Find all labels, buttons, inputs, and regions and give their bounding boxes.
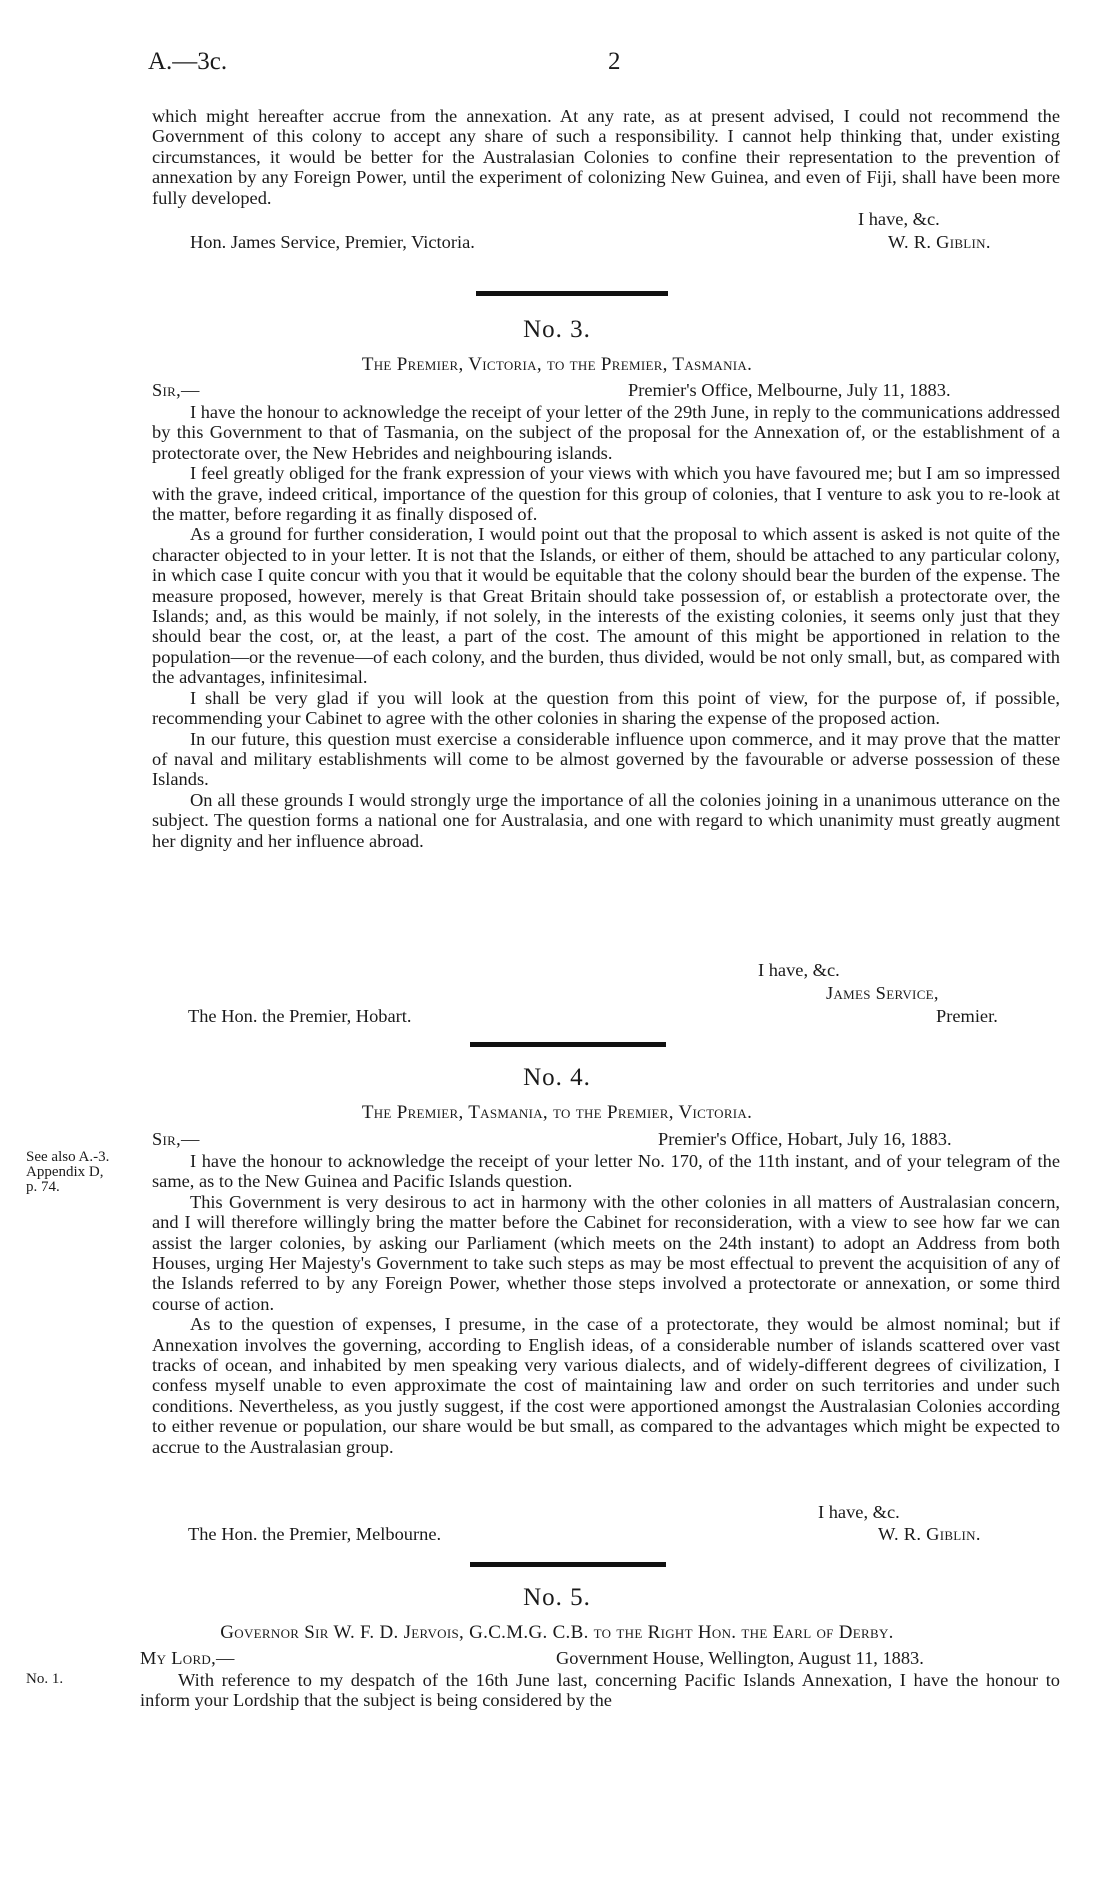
no3-paragraph-1: I have the honour to acknowledge the receipt of your letter of the 29th June, in reply to the communications addressed by this Government to that of Tasmania, on the subject of the proposal for the Annexation of, or the establishment of a protectorate over, the New Hebrides and neighbouring islands. (152, 402, 1060, 463)
no3-salutation: Sir,— (152, 380, 200, 400)
no3-paragraph-3: As a ground for further consideration, I would point out that the proposal to which assent is asked is not quite of the character objected to in your letter. It is not that the Islands, or either of them, should be attached to any particular colony, in which case I quite concur with you that it would be equitable that the colony should bear the burden of the expense. The measure proposed, however, merely is that Great Britain should take possession of, or establish a protectorate over, the Islands; and, as this would be mainly, if not solely, in the interests of the existing colonies, it seems only just that they should bear the cost, or, at the least, a part of the cost. The amount of this might be apportioned in relation to the population—or the revenue—of each colony, and the burden, thus divided, would be not only small, but, as compared with the advantages, infinitesimal. (152, 524, 1060, 688)
no4-addressee: The Hon. the Premier, Melbourne. (188, 1524, 442, 1544)
no5-heading: No. 5. (523, 1584, 591, 1611)
no4-paragraph-2: This Government is very desirous to act in harmony with the other colonies in all matters of Australasian concern, and I will therefore willingly bring the matter before the Cabinet for reconsideration, with a view to see how far we can assist the larger colonies, by asking our Parliament (which meets on the 24th instant) to adopt an Address from both Houses, urging Her Majesty's Government to take such steps as may be most effectual to prevent the acquisition of any of the Islands referred to by any Foreign Power, whether those steps involved a protectorate or annexation, or some third course of action. (152, 1191, 1060, 1314)
no5-place-date: Government House, Wellington, August 11, 1883. (556, 1648, 924, 1668)
no3-paragraph-4: I shall be very glad if you will look at the question from this point of view, for the purpose of, if possible, recommending your Cabinet to agree with the other colonies in sharing the expense of the proposed action. (152, 687, 1060, 729)
no3-title: The Premier, Victoria, to the Premier, Tasmania. (361, 354, 753, 375)
intro-paragraph: which might hereafter accrue from the annexation. At any rate, as at present advised, I could not recommend the Government of this colony to accept any share of such a responsibility. I cannot help thinking that, under existing circumstances, it would be better for the Australasian Colonies to confine their representation to the prevention of annexation by any Foreign Power, until the experiment of colonizing New Guinea, and even of Fiji, shall have been more fully developed. (152, 106, 1060, 208)
no4-paragraph-1: I have the honour to acknowledge the receipt of your letter No. 170, of the 11th instant, and of your telegram of the same, as to the New Guinea and Pacific Islands question. (152, 1151, 1060, 1192)
no5-salutation: My Lord,— (140, 1648, 235, 1668)
no4-paragraph-3: As to the question of expenses, I presume, in the case of a protectorate, they would be almost nominal; but if Annexation involves the governing, according to English ideas, of a considerable number of islands scattered over vast tracks of ocean, and inhabited by men speaking very various dialects, and of widely-different degrees of civilization, I confess myself unable to even approximate the cost of maintaining law and order on such territories and under such conditions. Nevertheless, as you justly suggest, if the cost were apportioned amongst the Australasian Colonies according to either revenue or population, our share would be but small, as compared to the advantages which might be expected to accrue to the Australasian group. (152, 1314, 1060, 1457)
no3-place-date: Premier's Office, Melbourne, July 11, 1883. (628, 380, 951, 400)
no4-closing: I have, &c. (818, 1502, 900, 1522)
no4-heading: No. 4. (523, 1064, 591, 1091)
no4-salutation: Sir,— (152, 1129, 200, 1149)
no3-paragraph-2: I feel greatly obliged for the frank expression of your views with which you have favoured me; but I am so impressed with the grave, indeed critical, importance of the question for this group of colonies, that I venture to ask you to re-look at the matter, before regarding it as finally disposed of. (152, 463, 1060, 525)
no3-paragraph-5: In our future, this question must exercise a considerable influence upon commerce, and it may prove that the matter of naval and military establishments will come to be almost governed by the favourable or adverse possession of these Islands. (152, 728, 1060, 790)
no5-margin-note: No. 1. (26, 1671, 64, 1687)
no3-signature: James Service, (826, 983, 939, 1003)
no3-addressee: The Hon. the Premier, Hobart. (188, 1006, 412, 1026)
no4-signature: W. R. Giblin. (878, 1524, 981, 1544)
no3-body (152, 402, 1060, 851)
no4-title: The Premier, Tasmania, to the Premier, Victoria. (361, 1102, 753, 1123)
intro-closing: I have, &c. (858, 209, 940, 229)
no3-heading: No. 3. (523, 316, 591, 343)
intro-signature: W. R. Giblin. (888, 232, 991, 252)
section-divider (470, 1562, 666, 1567)
section-divider (476, 291, 668, 296)
no3-paragraph-6: On all these grounds I would strongly urge the importance of all the colonies joining in a unanimous utterance on the subject. The question forms a national one for Australasia, and one with regard to which unanimity must greatly augment her dignity and her influence abroad. (152, 789, 1060, 851)
intro-addressee: Hon. James Service, Premier, Victoria. (190, 232, 475, 252)
no5-paragraph-1: With reference to my despatch of the 16th June last, concerning Pacific Islands Annexation, I have the honour to inform your Lordship that the subject is being considered by the (140, 1670, 1060, 1711)
page-number: 2 (608, 48, 621, 75)
no4-place-date: Premier's Office, Hobart, July 16, 1883. (658, 1129, 952, 1149)
no3-signature-title: Premier. (936, 1006, 998, 1026)
no4-margin-note: See also A.-3. Appendix D, p. 74. (26, 1149, 110, 1195)
document-reference: A.—3c. (148, 48, 228, 75)
no4-body (152, 1151, 1060, 1457)
no5-body (140, 1670, 1060, 1711)
no5-title: Governor Sir W. F. D. Jervois, G.C.M.G. C.B. to the Right Hon. the Earl of Derby. (220, 1622, 894, 1643)
section-divider (470, 1042, 666, 1047)
no3-closing: I have, &c. (758, 960, 840, 980)
